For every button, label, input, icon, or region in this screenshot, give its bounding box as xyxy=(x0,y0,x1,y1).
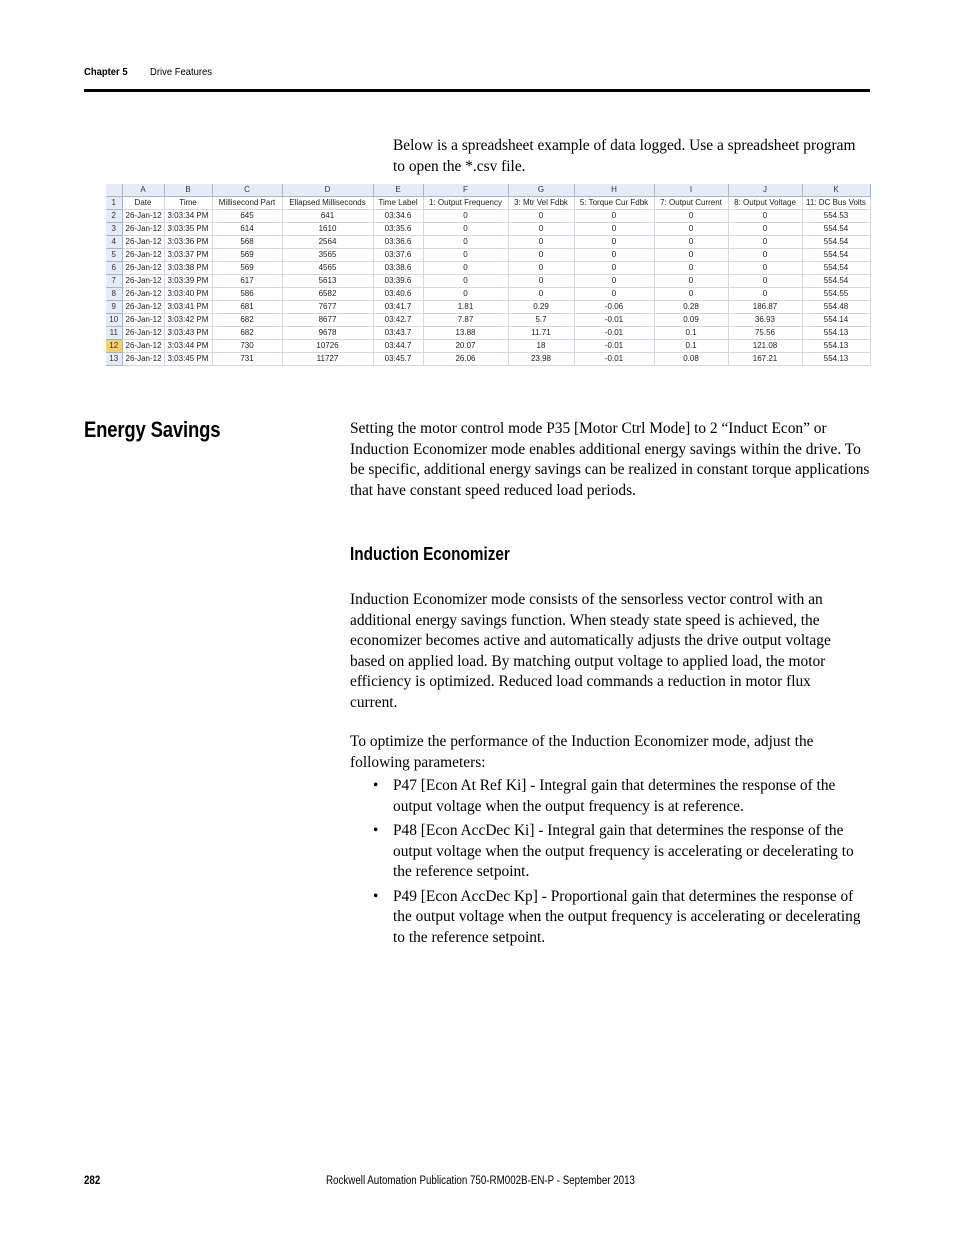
table-cell: 0 xyxy=(423,249,508,262)
table-cell: 0 xyxy=(728,262,802,275)
table-row xyxy=(106,262,870,275)
row-number: 9 xyxy=(106,301,122,314)
table-cell: 0 xyxy=(423,210,508,223)
publication-info: Rockwell Automation Publication 750-RM002B-EN-P - September 2013 xyxy=(326,1175,635,1187)
table-cell: 0 xyxy=(574,275,654,288)
table-cell: 0 xyxy=(508,275,574,288)
table-cell: 554.54 xyxy=(802,275,870,288)
table-row xyxy=(106,314,870,327)
table-cell: -0.01 xyxy=(574,314,654,327)
table-cell: 167.21 xyxy=(728,353,802,366)
table-cell: 03:34.6 xyxy=(373,210,423,223)
induction-economizer-paragraph: Induction Economizer mode consists of the sensorless vector control with an additional energy savings function. When steady state speed is achieved, the economizer becomes active and automatically adjusts the drive output voltage based on applied load. By matching output voltage to applied load, the motor efficiency is optimized. Reduced load commands a reduction in motor flux current. xyxy=(350,591,831,711)
table-cell: 26-Jan-12 xyxy=(122,301,164,314)
optimize-intro-paragraph: To optimize the performance of the Induction Economizer mode, adjust the following parameters: xyxy=(350,733,814,771)
table-cell: 0 xyxy=(508,262,574,275)
column-letter: A xyxy=(122,184,164,197)
list-item-text: P48 [Econ AccDec Ki] - Integral gain that determines the response of the output voltage when the output frequency is accelerating or decelerating to the reference setpoint. xyxy=(393,822,854,880)
row-number: 11 xyxy=(106,327,122,340)
table-row xyxy=(106,210,870,223)
select-all-corner xyxy=(106,184,122,197)
table-row xyxy=(106,223,870,236)
energy-savings-paragraph: Setting the motor control mode P35 [Motor Ctrl Mode] to 2 “Induct Econ” or Induction Economizer mode enables additional energy savings within the drive. To be specific, additional energy savings can be realized in constant torque applications that have constant speed reduced load periods. xyxy=(350,420,870,499)
table-cell: 5.7 xyxy=(508,314,574,327)
table-cell: 3:03:42 PM xyxy=(164,314,212,327)
table-cell: 0 xyxy=(728,288,802,301)
column-letter: J xyxy=(728,184,802,197)
table-cell: 7677 xyxy=(282,301,373,314)
row-number: 3 xyxy=(106,223,122,236)
column-header-cell: Time xyxy=(164,197,212,210)
table-cell: 13.88 xyxy=(423,327,508,340)
table-cell: 26-Jan-12 xyxy=(122,249,164,262)
column-header-cell: 1: Output Frequency xyxy=(423,197,508,210)
row-number: 5 xyxy=(106,249,122,262)
table-cell: 0 xyxy=(423,262,508,275)
table-cell: 3565 xyxy=(282,249,373,262)
table-row xyxy=(106,249,870,262)
table-cell: 26-Jan-12 xyxy=(122,288,164,301)
induction-economizer-heading: Induction Economizer xyxy=(350,544,510,564)
list-item-text: P49 [Econ AccDec Kp] - Proportional gain that determines the response of the output voltage when the output frequency is accelerating or decelerating to the reference setpoint. xyxy=(393,887,861,946)
table-cell: 681 xyxy=(212,301,282,314)
table-cell: 20.07 xyxy=(423,340,508,353)
table-cell: 0 xyxy=(654,236,728,249)
table-cell: 03:40.6 xyxy=(373,288,423,301)
row-number: 7 xyxy=(106,275,122,288)
table-cell: 03:39.6 xyxy=(373,275,423,288)
column-letter: E xyxy=(373,184,423,197)
spreadsheet-example xyxy=(106,184,871,366)
table-cell: 3:03:36 PM xyxy=(164,236,212,249)
table-cell: 0 xyxy=(654,262,728,275)
table-cell: 0 xyxy=(508,210,574,223)
table-cell: 568 xyxy=(212,236,282,249)
table-row xyxy=(106,340,870,353)
table-cell: 0 xyxy=(654,275,728,288)
table-cell: 23.98 xyxy=(508,353,574,366)
table-cell: 121.08 xyxy=(728,340,802,353)
row-number: 2 xyxy=(106,210,122,223)
table-cell: 26-Jan-12 xyxy=(122,327,164,340)
table-cell: 3:03:34 PM xyxy=(164,210,212,223)
table-cell: 554.54 xyxy=(802,223,870,236)
table-cell: 554.13 xyxy=(802,340,870,353)
spreadsheet-body xyxy=(106,197,870,366)
table-cell: 03:35.6 xyxy=(373,223,423,236)
table-cell: 26-Jan-12 xyxy=(122,223,164,236)
table-row xyxy=(106,236,870,249)
column-header-cell: 3: Mtr Vel Fdbk xyxy=(508,197,574,210)
table-cell: 586 xyxy=(212,288,282,301)
table-cell: 11.71 xyxy=(508,327,574,340)
table-cell: 4565 xyxy=(282,262,373,275)
table-cell: 0 xyxy=(423,223,508,236)
table-cell: 0 xyxy=(423,288,508,301)
table-cell: -0.06 xyxy=(574,301,654,314)
table-cell: 3:03:43 PM xyxy=(164,327,212,340)
table-cell: 3:03:45 PM xyxy=(164,353,212,366)
table-cell: 11727 xyxy=(282,353,373,366)
table-cell: 0.08 xyxy=(654,353,728,366)
table-cell: 5613 xyxy=(282,275,373,288)
table-cell: -0.01 xyxy=(574,353,654,366)
table-cell: 0 xyxy=(654,249,728,262)
table-cell: 03:45.7 xyxy=(373,353,423,366)
table-cell: 0 xyxy=(423,275,508,288)
column-header-cell: 7: Output Current xyxy=(654,197,728,210)
table-cell: 10726 xyxy=(282,340,373,353)
table-cell: 0 xyxy=(508,288,574,301)
table-cell: 0 xyxy=(508,236,574,249)
table-cell: 0.29 xyxy=(508,301,574,314)
column-letter: C xyxy=(212,184,282,197)
chapter-label: Chapter 5 xyxy=(84,66,128,78)
table-cell: -0.01 xyxy=(574,327,654,340)
row-number: 6 xyxy=(106,262,122,275)
column-header-cell: Date xyxy=(122,197,164,210)
table-cell: 0 xyxy=(654,210,728,223)
table-cell: 26-Jan-12 xyxy=(122,353,164,366)
table-cell: 0 xyxy=(574,236,654,249)
column-letter: D xyxy=(282,184,373,197)
table-cell: 0.1 xyxy=(654,327,728,340)
table-cell: 731 xyxy=(212,353,282,366)
column-letter: F xyxy=(423,184,508,197)
table-cell: 26-Jan-12 xyxy=(122,314,164,327)
table-cell: 03:42.7 xyxy=(373,314,423,327)
page-number: 282 xyxy=(84,1175,101,1187)
list-item xyxy=(373,887,871,949)
intro-paragraph: Below is a spreadsheet example of data logged. Use a spreadsheet program to open the *.csv file. xyxy=(393,137,856,175)
row-number: 10 xyxy=(106,314,122,327)
table-cell: 0 xyxy=(574,210,654,223)
table-row xyxy=(106,353,870,366)
table-cell: 3:03:37 PM xyxy=(164,249,212,262)
table-cell: 03:43.7 xyxy=(373,327,423,340)
row-number: 8 xyxy=(106,288,122,301)
table-cell: 554.55 xyxy=(802,288,870,301)
table-row xyxy=(106,327,870,340)
table-cell: -0.01 xyxy=(574,340,654,353)
table-cell: 03:41.7 xyxy=(373,301,423,314)
table-cell: 682 xyxy=(212,314,282,327)
energy-savings-heading: Energy Savings xyxy=(84,417,221,442)
bullet-icon: • xyxy=(373,777,379,794)
table-cell: 0 xyxy=(654,223,728,236)
table-cell: 1.81 xyxy=(423,301,508,314)
column-letter: B xyxy=(164,184,212,197)
table-cell: 9678 xyxy=(282,327,373,340)
table-cell: 0.09 xyxy=(654,314,728,327)
table-cell: 26-Jan-12 xyxy=(122,262,164,275)
row-number: 1 xyxy=(106,197,122,210)
table-cell: 614 xyxy=(212,223,282,236)
section-label: Drive Features xyxy=(150,66,212,78)
table-cell: 1610 xyxy=(282,223,373,236)
parameter-list xyxy=(373,776,871,952)
column-letter: H xyxy=(574,184,654,197)
table-cell: 730 xyxy=(212,340,282,353)
table-cell: 36.93 xyxy=(728,314,802,327)
table-cell: 7.87 xyxy=(423,314,508,327)
table-cell: 3:03:40 PM xyxy=(164,288,212,301)
table-cell: 18 xyxy=(508,340,574,353)
table-cell: 3:03:44 PM xyxy=(164,340,212,353)
list-item xyxy=(373,821,871,883)
table-cell: 554.14 xyxy=(802,314,870,327)
table-cell: 569 xyxy=(212,262,282,275)
table-cell: 3:03:38 PM xyxy=(164,262,212,275)
table-cell: 2564 xyxy=(282,236,373,249)
column-header-cell: Millisecond Part xyxy=(212,197,282,210)
table-cell: 554.48 xyxy=(802,301,870,314)
table-cell: 554.13 xyxy=(802,327,870,340)
table-cell: 0 xyxy=(508,249,574,262)
table-cell: 0 xyxy=(574,262,654,275)
table-cell: 0 xyxy=(423,236,508,249)
table-cell: 682 xyxy=(212,327,282,340)
table-cell: 645 xyxy=(212,210,282,223)
column-header-cell: 5: Torque Cur Fdbk xyxy=(574,197,654,210)
table-cell: 186.87 xyxy=(728,301,802,314)
table-cell: 0.28 xyxy=(654,301,728,314)
column-header-cell: 11: DC Bus Volts xyxy=(802,197,870,210)
table-cell: 0 xyxy=(728,223,802,236)
table-row xyxy=(106,275,870,288)
row-number: 4 xyxy=(106,236,122,249)
table-cell: 617 xyxy=(212,275,282,288)
table-cell: 75.56 xyxy=(728,327,802,340)
table-cell: 0 xyxy=(728,249,802,262)
bullet-icon: • xyxy=(373,887,379,905)
table-cell: 0.1 xyxy=(654,340,728,353)
table-cell: 26-Jan-12 xyxy=(122,275,164,288)
table-cell: 554.13 xyxy=(802,353,870,366)
column-header-cell: 8: Output Voltage xyxy=(728,197,802,210)
table-cell: 554.54 xyxy=(802,249,870,262)
column-letter-row xyxy=(106,184,870,197)
table-cell: 8677 xyxy=(282,314,373,327)
bullet-icon: • xyxy=(373,822,379,839)
column-header-cell: Time Label xyxy=(373,197,423,210)
table-cell: 0 xyxy=(574,249,654,262)
table-cell: 26.06 xyxy=(423,353,508,366)
table-cell: 569 xyxy=(212,249,282,262)
row-number: 12 xyxy=(106,340,122,353)
column-letter: K xyxy=(802,184,870,197)
table-cell: 0 xyxy=(728,236,802,249)
table-cell: 03:37.6 xyxy=(373,249,423,262)
table-cell: 0 xyxy=(508,223,574,236)
column-letter: I xyxy=(654,184,728,197)
table-row xyxy=(106,288,870,301)
table-cell: 0 xyxy=(574,288,654,301)
table-cell: 554.53 xyxy=(802,210,870,223)
table-cell: 554.54 xyxy=(802,262,870,275)
table-cell: 3:03:39 PM xyxy=(164,275,212,288)
table-cell: 26-Jan-12 xyxy=(122,340,164,353)
table-cell: 0 xyxy=(654,288,728,301)
table-cell: 26-Jan-12 xyxy=(122,210,164,223)
table-cell: 0 xyxy=(728,210,802,223)
table-cell: 3:03:35 PM xyxy=(164,223,212,236)
table-cell: 554.54 xyxy=(802,236,870,249)
table-cell: 03:36.6 xyxy=(373,236,423,249)
table-cell: 03:44.7 xyxy=(373,340,423,353)
column-letter: G xyxy=(508,184,574,197)
table-cell: 03:38.6 xyxy=(373,262,423,275)
table-cell: 0 xyxy=(574,223,654,236)
column-header-cell: Ellapsed Milliseconds xyxy=(282,197,373,210)
running-header xyxy=(84,66,791,78)
header-rule xyxy=(84,89,870,92)
table-cell: 26-Jan-12 xyxy=(122,236,164,249)
table-cell: 641 xyxy=(282,210,373,223)
table-cell: 3:03:41 PM xyxy=(164,301,212,314)
table-cell: 0 xyxy=(728,275,802,288)
list-item-text: P47 [Econ At Ref Ki] - Integral gain that determines the response of the output voltage when the output frequency is at reference. xyxy=(393,777,836,815)
table-row xyxy=(106,301,870,314)
table-cell: 6582 xyxy=(282,288,373,301)
list-item xyxy=(373,776,871,817)
row-number: 13 xyxy=(106,353,122,366)
